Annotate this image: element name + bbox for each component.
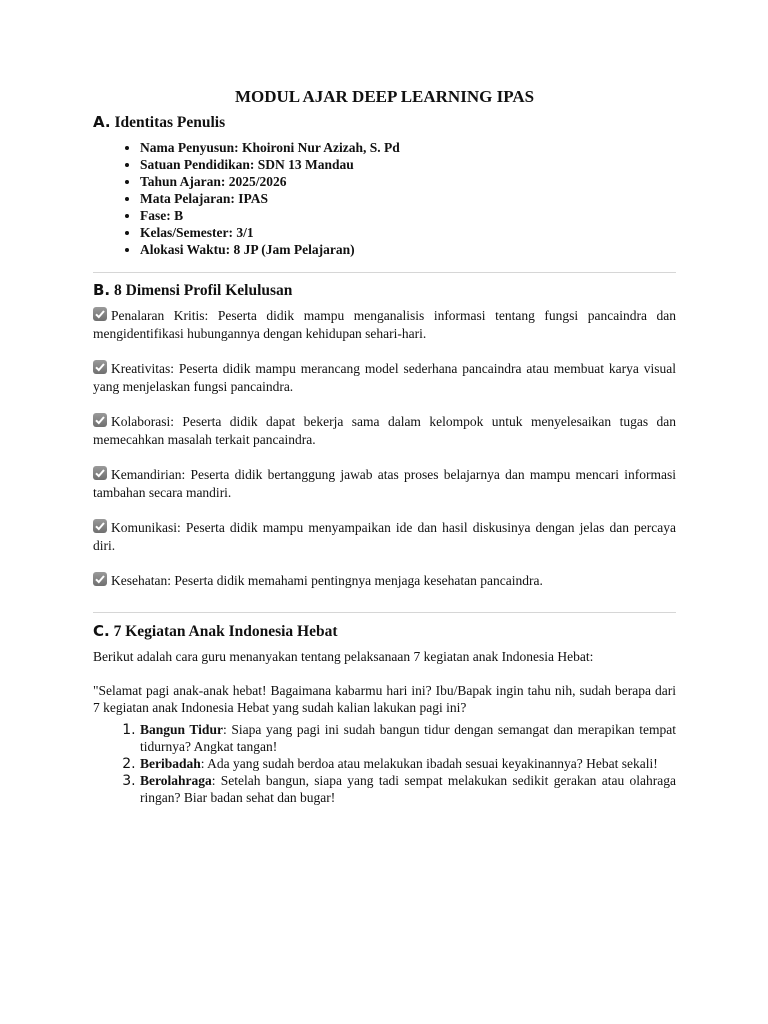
activity-item [140, 721, 676, 755]
identity-item-subject: • Mata Pelajaran: IPAS [140, 190, 676, 207]
activity-list [93, 721, 676, 806]
activity-text: : Siapa yang pagi ini sudah bangun tidur dengan semangat dan merapikan tempat tidurnya? Angkat tangan! [140, 722, 676, 754]
dimension-item [93, 572, 676, 590]
identity-item-author: • Nama Penyusun: Khoironi Nur Azizah, S. Pd [140, 139, 676, 156]
identity-item-time: • Alokasi Waktu: 8 JP (Jam Pelajaran) [140, 241, 676, 258]
identity-item-class: • Kelas/Semester: 3/1 [140, 224, 676, 241]
dimension-text: Kesehatan: Peserta didik memahami pentingnya menjaga kesehatan pancaindra. [111, 573, 543, 588]
checkmark-icon [93, 572, 107, 586]
dimension-item [93, 360, 676, 396]
dimension-text: Kreativitas: Peserta didik mampu merancang model sederhana pancaindra atau membuat karya visual yang menjelaskan fungsi pancaindra. [93, 361, 676, 394]
dimension-item [93, 413, 676, 449]
activity-item [140, 772, 676, 806]
identity-item-phase: • Fase: B [140, 207, 676, 224]
dimension-item [93, 466, 676, 502]
dimension-text: Penalaran Kritis: Peserta didik mampu menganalisis informasi tentang fungsi pancaindra dan mengidentifikasi hubungannya dengan kehidupan sehari-hari. [93, 308, 676, 341]
section-b-letter: B. [93, 281, 111, 299]
section-a-heading [93, 112, 676, 133]
checkmark-icon [93, 413, 107, 427]
document-title: MODUL AJAR DEEP LEARNING IPAS [234, 87, 535, 106]
dimension-item [93, 519, 676, 555]
section-c-intro: Berikut adalah cara guru menanyakan tentang pelaksanaan 7 kegiatan anak Indonesia Hebat: [93, 649, 594, 664]
activity-text: : Setelah bangun, siapa yang tadi sempat melakukan sedikit gerakan atau olahraga ringan? Biar badan sehat dan bugar! [140, 773, 676, 805]
section-b-heading [93, 280, 676, 301]
section-a-title: Identitas Penulis [114, 114, 226, 131]
activity-term: Beribadah [140, 756, 201, 771]
identity-list [93, 139, 676, 258]
section-a-letter: A. [93, 113, 111, 131]
section-c-title: 7 Kegiatan Anak Indonesia Hebat [113, 623, 338, 640]
dimension-item [93, 307, 676, 343]
activity-item [140, 755, 676, 772]
activity-term: Berolahraga [140, 773, 212, 788]
section-c-heading [93, 621, 676, 642]
dimension-text: Komunikasi: Peserta didik mampu menyampaikan ide dan hasil diskusinya dengan jelas dan percaya diri. [93, 520, 676, 553]
divider-b-c [93, 612, 676, 613]
section-c-quote: "Selamat pagi anak-anak hebat! Bagaimana kabarmu hari ini? Ibu/Bapak ingin tahu nih, sudah berapa dari 7 kegiatan anak Indonesia Hebat yang sudah kalian lakukan pagi ini? [93, 683, 676, 715]
checkmark-icon [93, 466, 107, 480]
dimension-text: Kemandirian: Peserta didik bertanggung jawab atas proses belajarnya dan mampu mencari informasi tambahan secara mandiri. [93, 467, 676, 500]
dimension-text: Kolaborasi: Peserta didik dapat bekerja sama dalam kelompok untuk menyelesaikan tugas dan memecahkan masalah terkait pancaindra. [93, 414, 676, 447]
section-c-letter: C. [93, 622, 110, 640]
divider-a-b [93, 272, 676, 273]
section-b-title: 8 Dimensi Profil Kelulusan [114, 282, 293, 299]
identity-item-school: • Satuan Pendidikan: SDN 13 Mandau [140, 156, 676, 173]
identity-item-year: • Tahun Ajaran: 2025/2026 [140, 173, 676, 190]
activity-term: Bangun Tidur [140, 722, 223, 737]
document-content [93, 86, 676, 806]
activity-text: : Ada yang sudah berdoa atau melakukan ibadah sesuai keyakinannya? Hebat sekali! [200, 756, 658, 771]
checkmark-icon [93, 307, 107, 321]
dimension-list [93, 307, 676, 590]
checkmark-icon [93, 519, 107, 533]
checkmark-icon [93, 360, 107, 374]
